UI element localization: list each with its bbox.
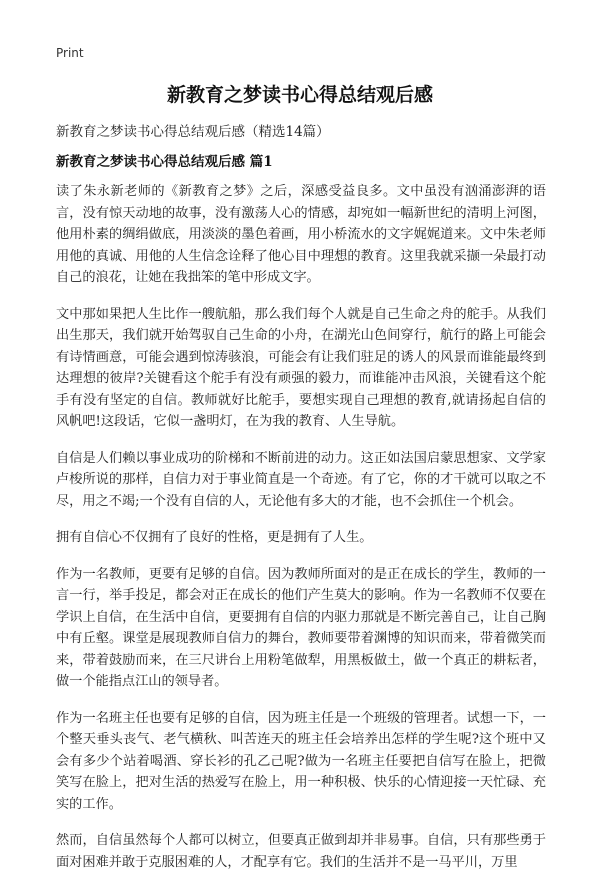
section-heading: 新教育之梦读书心得总结观后感 篇1 <box>56 154 273 170</box>
paragraph: 读了朱永新老师的《新教育之梦》之后，深感受益良多。文中虽没有汹涌澎湃的语言，没有惊天动地的故事，没有激荡人心的情感，却宛如一幅新世纪的清明上河图，他用朴素的绸绢做底，用淡淡的墨色着画，用小桥流水的文字娓娓道来。文中朱老师用他的真诚、用他的人生信念诠释了他心目中理想的教育。这里我就采撷一朵最打动自己的浪花，让她在我拙笨的笔中形成文字。 <box>56 184 546 285</box>
print-link[interactable]: Print <box>56 46 84 60</box>
paragraph: 作为一名班主任也要有足够的自信，因为班主任是一个班级的管理者。试想一下，一个整天垂头丧气、老气横秋、叫苦连天的班主任会培养出怎样的学生呢?这个班中又会有多少个站着喝酒、穿长衫的孔乙己呢?做为一名班主任要把自信写在脸上，把微笑写在脸上，把对生活的热爱写在脸上，用一种积极、快乐的心情迎接一天忙碌、充实的工作。 <box>56 710 546 812</box>
paragraph: 自信是人们赖以事业成功的阶梯和不断前进的动力。这正如法国启蒙思想家、文学家卢梭所说的那样，自信力对于事业简直是一个奇迹。有了它，你的才干就可以取之不尽，用之不竭;一个没有自信的人，无论他有多大的才能，也不会抓住一个机会。 <box>56 450 546 509</box>
paragraph: 文中那如果把人生比作一艘航船，那么我们每个人就是自己生命之舟的舵手。从我们出生那天，我们就开始驾驭自己生命的小舟，在湖光山色间穿行，航行的路上可能会有诗情画意，可能会遇到惊涛骇浪，可能会有让我们驻足的诱人的风景而谁能最终到达理想的彼岸?关键看这个舵手有没有顽强的毅力，而谁能冲击风浪，关键看这个舵手有没有坚定的自信。教师就好比舵手，要想实现自己理想的教育,就请扬起自信的风帆吧!这段话，它似一盏明灯，在为我的教育、人生导航。 <box>56 306 546 429</box>
paragraph: 拥有自信心不仅拥有了良好的性格，更是拥有了人生。 <box>56 530 373 545</box>
document-subtitle: 新教育之梦读书心得总结观后感（精选14篇） <box>56 124 330 140</box>
document-title: 新教育之梦读书心得总结观后感 <box>166 84 433 106</box>
article-body <box>56 181 546 888</box>
paragraph: 然而，自信虽然每个人都可以树立，但要真正做到却并非易事。自信，只有那些勇于面对困难并敢于克服困难的人，才配享有它。我们的生活并不是一马平川，万里 <box>56 833 546 870</box>
paragraph: 作为一名教师，更要有足够的自信。因为教师所面对的是正在成长的学生，教师的一言一行，举手投足，都会对正在成长的他们产生莫大的影响。作为一名教师不仅要在学识上自信，在生活中自信，更要拥有自信的内驱力那就是不断完善自己，让自己胸中有丘壑。课堂是展现教师自信力的舞台，教师要带着渊博的知识而来，带着微笑而来，带着鼓励而来，在三尺讲台上用粉笔做犁，用黑板做土，做一个真正的耕耘者，做一个能指点江山的领导者。 <box>56 566 546 689</box>
